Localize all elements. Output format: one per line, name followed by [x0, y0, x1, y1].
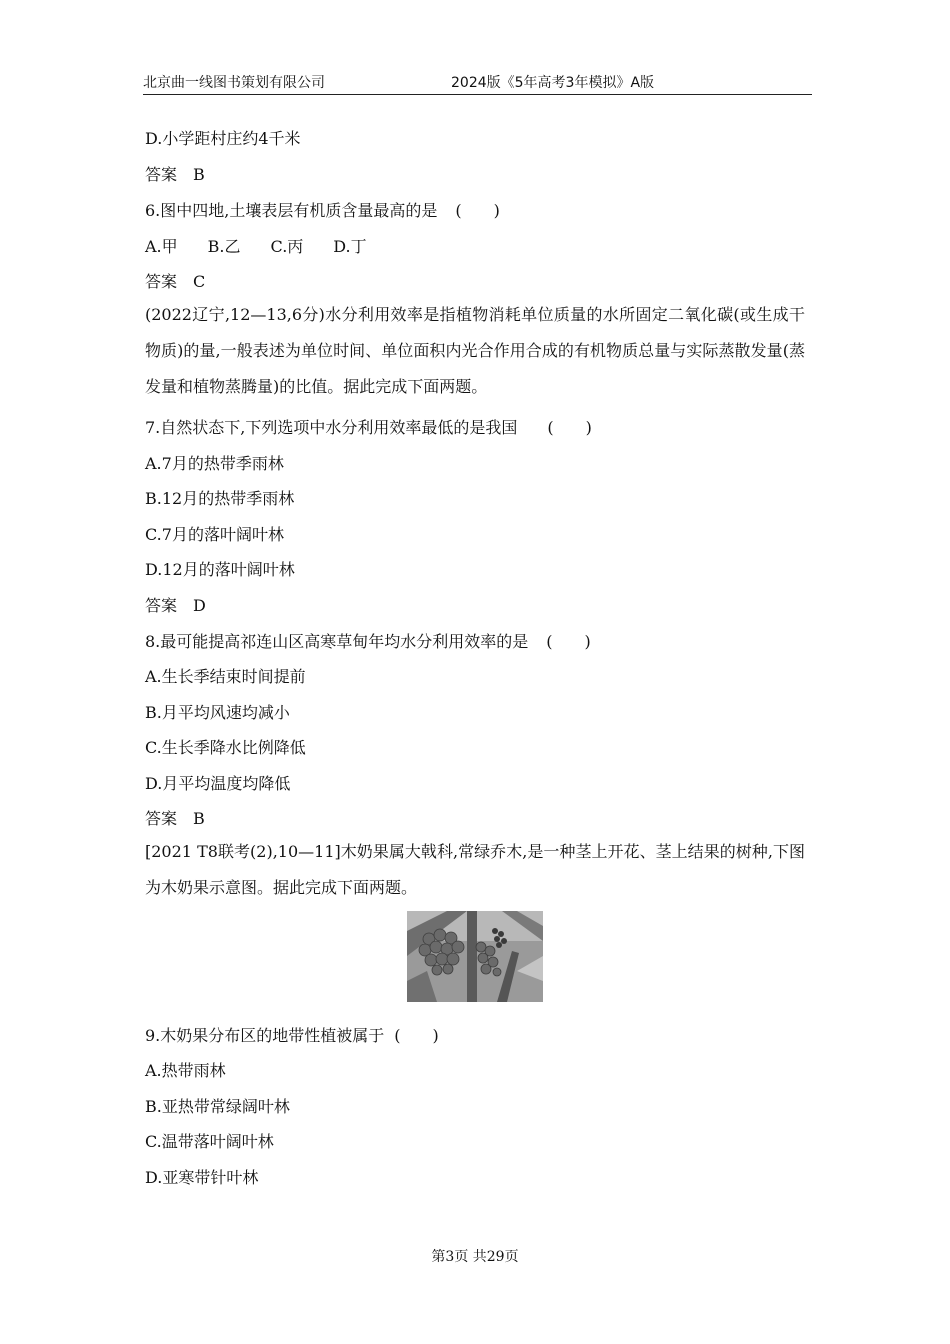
- header-publisher: 北京曲一线图书策划有限公司: [143, 75, 325, 91]
- baccaurea-fruit-photo: [407, 911, 543, 1002]
- q8-option-d: D.月平均温度均降低: [145, 774, 291, 793]
- intro-paragraph-1: (2022辽宁,12—13,6分)水分利用效率是指植物消耗单位质量的水所固定二氧化碳(或生成干物质)的量,一般表述为单位时间、单位面积内光合作用合成的有机物质总量与实际蒸散发量(蒸发量和植物蒸腾量)的比值。据此完成下面两题。: [145, 305, 805, 396]
- q9-paren: ( ): [394, 1026, 439, 1045]
- q7-paren: ( ): [547, 418, 592, 437]
- q6-stem-text: 6.图中四地,土壤表层有机质含量最高的是: [145, 201, 438, 220]
- fruit-illustration: [407, 911, 543, 1002]
- q8-answer: 答案 B: [145, 809, 205, 828]
- q8-paren: ( ): [546, 632, 591, 651]
- q7-option-d: D.12月的落叶阔叶林: [145, 560, 295, 579]
- q9-option-b: B.亚热带常绿阔叶林: [145, 1097, 290, 1116]
- q9-option-d: D.亚寒带针叶林: [145, 1168, 259, 1187]
- q9-stem-text: 9.木奶果分布区的地带性植被属于: [145, 1026, 385, 1045]
- q8-option-b: B.月平均风速均减小: [145, 703, 290, 722]
- q8-stem-text: 8.最可能提高祁连山区高寒草甸年均水分利用效率的是: [145, 632, 529, 651]
- q6-option-d: D.丁: [333, 237, 367, 256]
- q6-option-a: A.甲: [145, 237, 178, 256]
- q9-option-c: C.温带落叶阔叶林: [145, 1132, 274, 1151]
- q7-stem-text: 7.自然状态下,下列选项中水分利用效率最低的是我国: [145, 418, 518, 437]
- q5-option-d: D.小学距村庄约4千米: [145, 129, 301, 148]
- page-header: [143, 72, 812, 95]
- q8-option-c: C.生长季降水比例降低: [145, 738, 306, 757]
- intro-paragraph-2: [2021 T8联考(2),10—11]木奶果属大戟科,常绿乔木,是一种茎上开花、茎上结果的树种,下图为木奶果示意图。据此完成下面两题。: [145, 842, 805, 897]
- q5-answer: 答案 B: [145, 165, 205, 184]
- q6-options: [145, 234, 397, 257]
- q6-answer: 答案 C: [145, 272, 206, 291]
- q6-option-b: B.乙: [207, 237, 241, 256]
- q6-stem: [145, 198, 500, 221]
- q7-option-b: B.12月的热带季雨林: [145, 489, 295, 508]
- q8-option-a: A.生长季结束时间提前: [145, 667, 306, 686]
- q7-stem: [145, 415, 592, 438]
- page-footer: 第3页 共29页: [431, 1249, 519, 1265]
- q9-stem: [145, 1023, 439, 1046]
- q6-option-c: C.丙: [270, 237, 304, 256]
- q8-stem: [145, 629, 591, 652]
- header-book-title: 2024版《5年高考3年模拟》A版: [451, 75, 655, 91]
- q9-option-a: A.热带雨林: [145, 1061, 226, 1080]
- q7-option-c: C.7月的落叶阔叶林: [145, 525, 284, 544]
- q7-option-a: A.7月的热带季雨林: [145, 454, 284, 473]
- q6-paren: ( ): [455, 201, 500, 220]
- q7-answer: 答案 D: [145, 596, 206, 615]
